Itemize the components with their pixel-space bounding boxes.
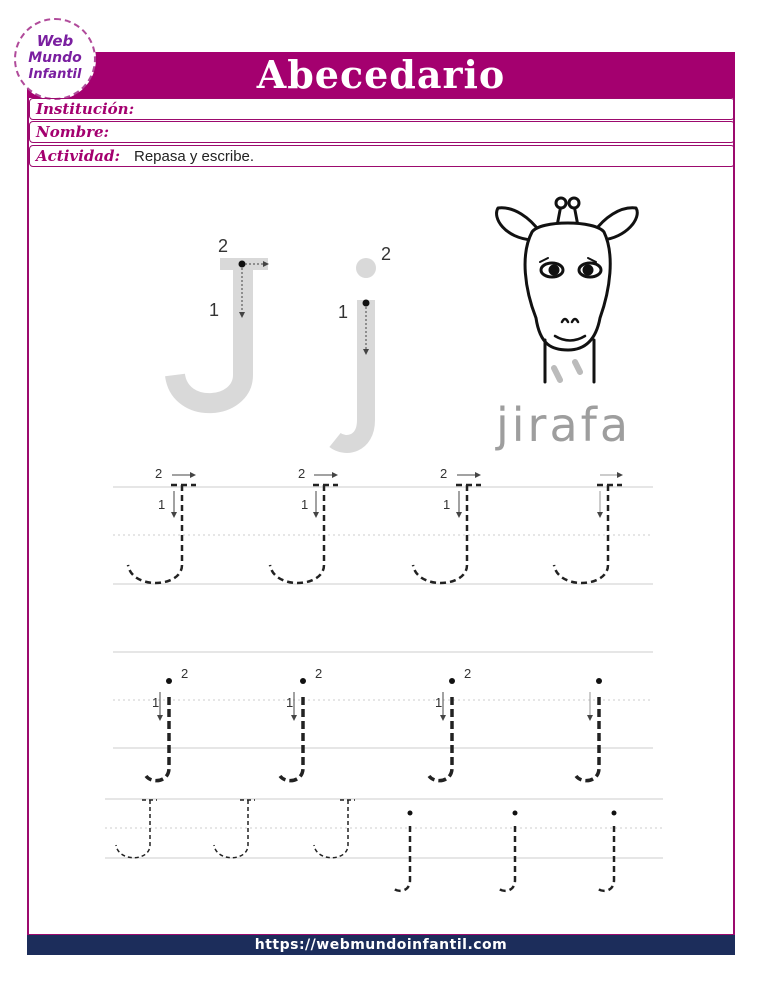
lowercase-stroke-guides [152, 666, 590, 718]
stroke-number: 1 [209, 300, 220, 320]
lowercase-guide-lines [113, 652, 653, 748]
svg-text:2: 2 [440, 466, 448, 481]
svg-text:1: 1 [152, 695, 160, 710]
svg-text:2: 2 [464, 666, 472, 681]
footer-url[interactable]: https://webmundoinfantil.com [27, 935, 735, 955]
svg-text:2: 2 [298, 466, 306, 481]
svg-text:2: 2 [155, 466, 163, 481]
model-uppercase-j [175, 236, 268, 403]
tracing-lowercase-j [498, 811, 518, 891]
lowercase-practice-row [146, 678, 602, 781]
tracing-uppercase-j [314, 800, 355, 858]
uppercase-stroke-guides [155, 466, 620, 515]
uppercase-practice-row [128, 485, 622, 583]
activity-label: Actividad: [36, 147, 121, 165]
tracing-lowercase-j [393, 811, 413, 891]
uppercase-guide-lines [113, 487, 653, 584]
name-label: Nombre: [36, 123, 110, 141]
tracing-lowercase-j [429, 678, 455, 781]
stroke-number: 2 [381, 244, 392, 264]
model-lowercase-j [335, 244, 391, 444]
svg-text:1: 1 [301, 497, 309, 512]
giraffe-illustration [497, 198, 638, 382]
activity-value: Repasa y escribe. [134, 148, 255, 165]
mixed-practice-row [116, 800, 355, 858]
tracing-lowercase-j [597, 811, 617, 891]
svg-text:1: 1 [286, 695, 294, 710]
svg-text:1: 1 [158, 497, 166, 512]
svg-text:2: 2 [315, 666, 323, 681]
tracing-lowercase-j [576, 678, 602, 781]
mixed-lowercase-row [393, 811, 617, 891]
tracing-uppercase-j [116, 800, 157, 858]
svg-text:1: 1 [435, 695, 443, 710]
logo-line-3: Infantil [28, 67, 82, 82]
word-jirafa: jirafa [496, 398, 632, 452]
stroke-number: 1 [338, 302, 349, 322]
logo-line-1: Web [36, 32, 74, 50]
tracing-uppercase-j [214, 800, 255, 858]
logo-line-2: Mundo [28, 50, 82, 66]
tracing-lowercase-j [146, 678, 172, 781]
institution-label: Institución: [36, 100, 135, 118]
mixed-guide-lines [105, 799, 663, 858]
stroke-number: 2 [218, 236, 229, 256]
tracing-lowercase-j [280, 678, 306, 781]
page-title: Abecedario [256, 52, 506, 97]
tracing-uppercase-j [554, 485, 622, 583]
svg-text:2: 2 [181, 666, 189, 681]
svg-text:1: 1 [443, 497, 451, 512]
